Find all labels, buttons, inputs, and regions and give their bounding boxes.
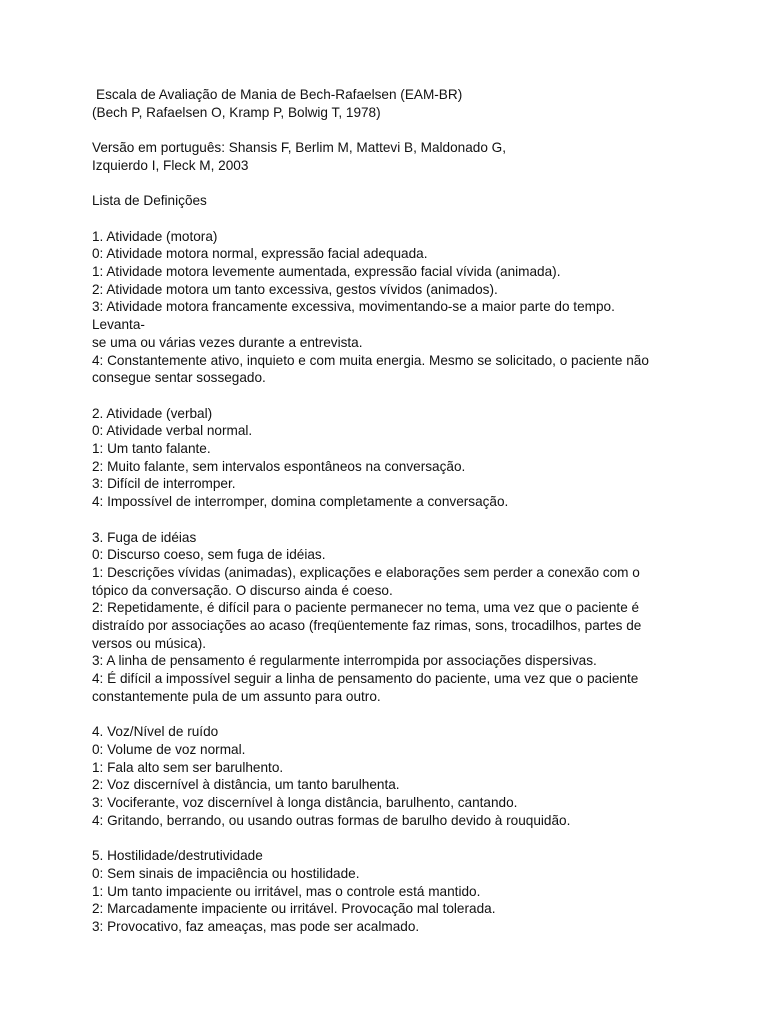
section-line: Levanta- [92, 317, 145, 333]
section-line: 4: Impossível de interromper, domina completamente a conversação. [92, 494, 509, 510]
section-line: 0: Discurso coeso, sem fuga de idéias. [92, 547, 326, 563]
section-line: 2: Atividade motora um tanto excessiva, gestos vívidos (animados). [92, 281, 498, 297]
section-line: 3: A linha de pensamento é regularmente interrompida por associações dispersivas. [92, 653, 597, 669]
section-line: constantemente pula de um assunto para outro. [92, 688, 381, 704]
blank-line [92, 387, 692, 405]
section-line: 2: Repetidamente, é difícil para o paciente permanecer no tema, uma vez que o paciente é [92, 600, 640, 616]
section-2 [92, 405, 692, 511]
blank-line [92, 511, 692, 529]
blank-line [92, 175, 692, 193]
section-heading: 5. Hostilidade/destrutividade [92, 848, 263, 864]
section-line: 3: Vociferante, voz discernível à longa distância, barulhento, cantando. [92, 795, 518, 811]
section-line: 3: Difícil de interromper. [92, 476, 236, 492]
section-line: se uma ou várias vezes durante a entrevista. [92, 334, 363, 350]
blank-line [92, 121, 692, 139]
section-line: consegue sentar sossegado. [92, 370, 266, 386]
section-heading: 4. Voz/Nível de ruído [92, 724, 219, 740]
section-line: 4: É difícil a impossível seguir a linha de pensamento do paciente, uma vez que o paciente [92, 671, 639, 687]
section-line: 3: Atividade motora francamente excessiva, movimentando-se a maior parte do tempo. [92, 299, 615, 315]
section-line: 3: Provocativo, faz ameaças, mas pode ser acalmado. [92, 918, 420, 934]
section-line: 0: Volume de voz normal. [92, 741, 246, 757]
section-line: 0: Atividade motora normal, expressão facial adequada. [92, 246, 428, 262]
section-line: 1: Um tanto impaciente ou irritável, mas o controle está mantido. [92, 883, 481, 899]
section-heading: 2. Atividade (verbal) [92, 405, 213, 421]
list-title: Lista de Definições [92, 193, 207, 209]
section-line: 4: Constantemente ativo, inquieto e com muita energia. Mesmo se solicitado, o paciente não [92, 352, 649, 368]
version-line-2: Izquierdo I, Fleck M, 2003 [92, 157, 249, 173]
version-line-1: Versão em português: Shansis F, Berlim M, Mattevi B, Maldonado G, [92, 140, 507, 156]
section-line: 2: Muito falante, sem intervalos espontâneos na conversação. [92, 458, 466, 474]
blank-line [92, 210, 692, 228]
document-citation: (Bech P, Rafaelsen O, Kramp P, Bolwig T, 1978) [92, 104, 381, 120]
section-line: 2: Marcadamente impaciente ou irritável. Provocação mal tolerada. [92, 901, 496, 917]
section-4 [92, 723, 692, 829]
section-3 [92, 529, 692, 706]
section-5 [92, 847, 692, 936]
section-line: 2: Voz discernível à distância, um tanto barulhenta. [92, 777, 400, 793]
section-heading: 1. Atividade (motora) [92, 228, 218, 244]
section-line: versos ou música). [92, 635, 207, 651]
blank-line [92, 829, 692, 847]
section-heading: 3. Fuga de idéias [92, 529, 197, 545]
section-line: 1: Fala alto sem ser barulhento. [92, 759, 284, 775]
section-line: 1: Atividade motora levemente aumentada, expressão facial vívida (animada). [92, 263, 561, 279]
section-line: tópico da conversação. O discurso ainda é coeso. [92, 582, 393, 598]
section-line: distraído por associações ao acaso (freqüentemente faz rimas, sons, trocadilhos, partes de [92, 618, 642, 634]
document-page [92, 86, 692, 936]
section-line: 1: Descrições vívidas (animadas), explicações e elaborações sem perder a conexão com o [92, 564, 640, 580]
section-line: 1: Um tanto falante. [92, 441, 211, 456]
section-line: 0: Sem sinais de impaciência ou hostilidade. [92, 865, 360, 881]
section-1 [92, 228, 692, 387]
section-line: 0: Atividade verbal normal. [92, 423, 253, 439]
section-line: 4: Gritando, berrando, ou usando outras formas de barulho devido à rouquidão. [92, 812, 571, 828]
blank-line [92, 706, 692, 724]
document-title: Escala de Avaliação de Mania de Bech-Rafaelsen (EAM-BR) [96, 87, 463, 102]
